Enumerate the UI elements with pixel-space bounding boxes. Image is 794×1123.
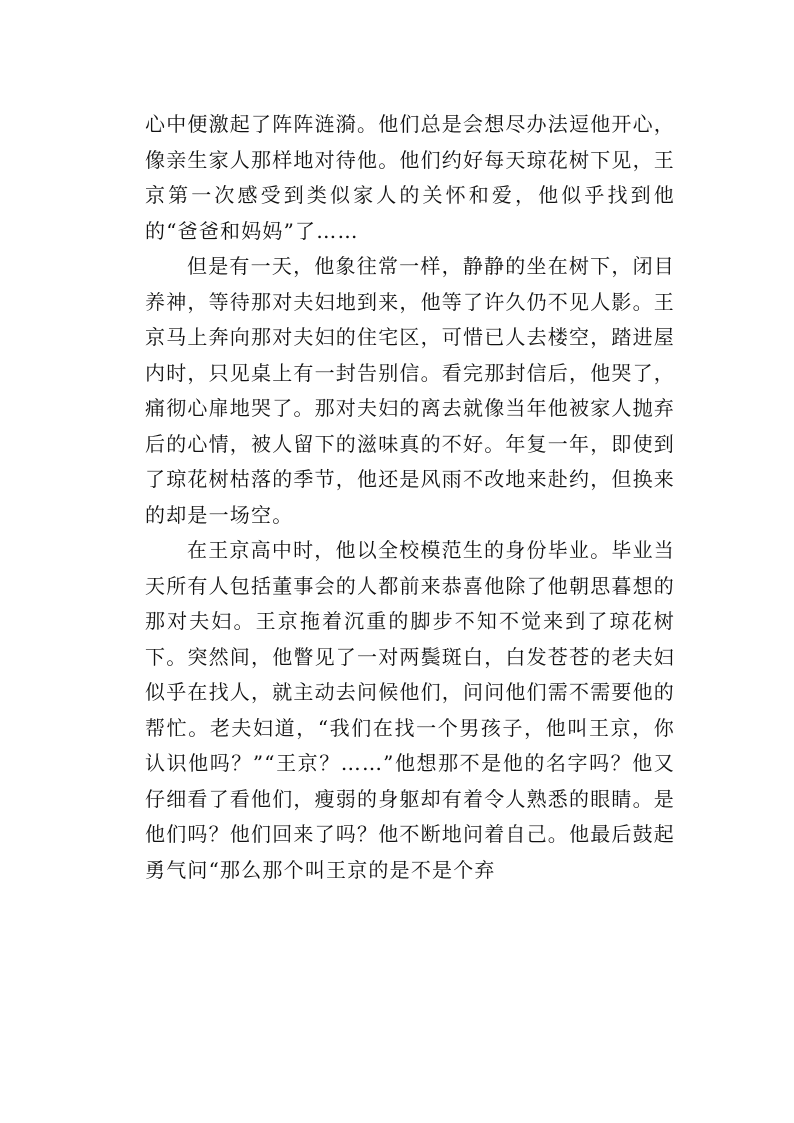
paragraph-2: 但是有一天，他象往常一样，静静的坐在树下，闭目养神，等待那对夫妇地到来，他等了许久仍不见人影。王京马上奔向那对夫妇的住宅区，可惜已人去楼空，踏进屋内时，只见桌上有一封告别信。看完那封信后，他哭了，痛彻心扉地哭了。那对夫妇的离去就像当年他被家人抛弃后的心情，被人留下的滋味真的不好。年复一年，即使到了琼花树枯落的季节，他还是风雨不改地来赴约，但换来的却是一场空。: [145, 254, 675, 527]
paragraph-3: 在王京高中时，他以全校模范生的身份毕业。毕业当天所有人包括董事会的人都前来恭喜他除了他朝思暮想的那对夫妇。王京拖着沉重的脚步不知不觉来到了琼花树下。突然间，他瞥见了一对两鬓斑白，白发苍苍的老夫妇似乎在找人，就主动去问候他们，问问他们需不需要他的帮忙。老夫妇道，“我们在找一个男孩子，他叫王京，你认识他吗？”“王京？……”他想那不是他的名字吗？他又仔细看了看他们，瘦弱的身躯却有着令人熟悉的眼睛。是他们吗？他们回来了吗？他不断地问着自己。他最后鼓起勇气问“那么那个叫王京的是不是个弃: [145, 538, 675, 882]
paragraph-1: 心中便激起了阵阵涟漪。他们总是会想尽办法逗他开心，像亲生家人那样地对待他。他们约好每天琼花树下见，王京第一次感受到类似家人的关怀和爱，他似乎找到他的“爸爸和妈妈”了……: [145, 112, 675, 243]
body-text: [145, 107, 675, 888]
